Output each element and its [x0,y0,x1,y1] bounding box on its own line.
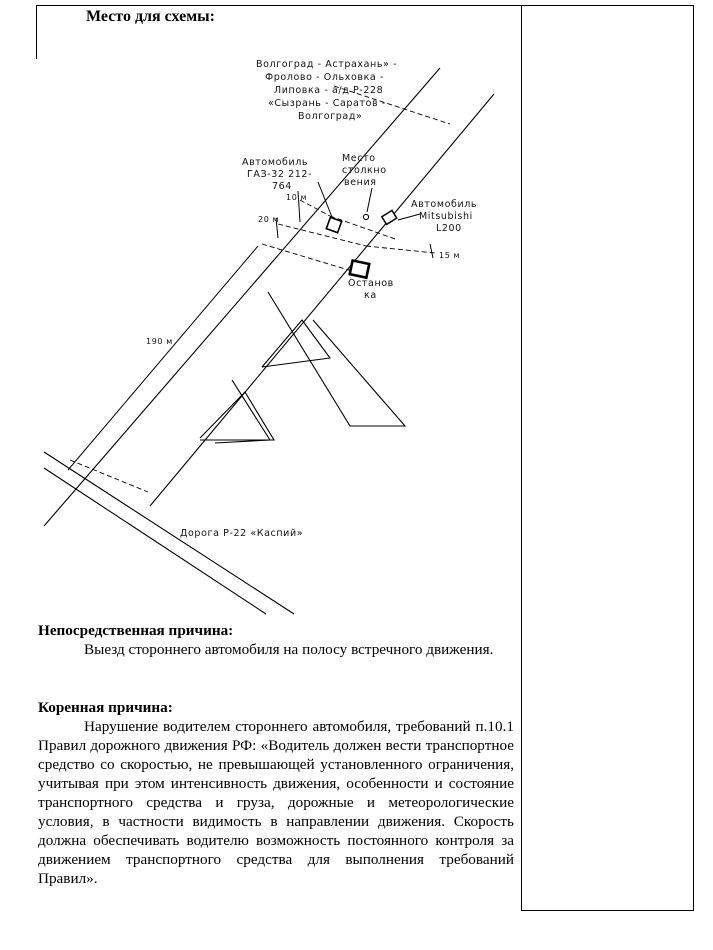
dist-10-label: 10 м [286,193,308,202]
table-border-bottom [521,910,694,911]
branch-road-lower [215,380,270,443]
direct-cause-text: Выезд стороннего автомобиля на полосу встречного движения. [84,641,494,658]
road-label: Дорога Р-22 «Каспий» [180,528,304,539]
pointer-gaz [318,182,334,222]
collision-label: Место столкно вения [342,153,387,188]
root-cause-text: Нарушение водителем стороннего автомобиля, требований п.10.1 Правил дорожного движения РФ: «Водитель должен вести транспортное средство со скоростью, не превышающей установленного ограничения, учитывая при этом интенсивность движения, особенности и состояние транспортного средства и груза, дорожные и метеорологические условия, в частности видимость в направлении движения. Скорость должна обеспечивать водителю возможность постоянного контроля за движением транспортного средства для выполнения требований Правил». [38,718,514,887]
main-road-edge-right [150,94,494,506]
dist-20-label: 20 м [258,215,280,224]
dist-line-20 [278,224,366,246]
dist-line-20b [366,246,435,253]
crossing-road-edge-bottom [44,468,266,614]
pointer-collision [367,188,372,212]
car-gaz-label: Автомобиль ГАЗ-32 212- 764 [242,157,313,192]
direct-cause-label: Непосредственная причина: [38,622,234,639]
bus-stop-marker [350,260,370,277]
scheme-heading: Место для схемы: [86,8,215,25]
pointer-mitsubishi [398,214,420,220]
bus-stop-label: Останов ка [348,278,394,301]
dim-arrow-15 [430,244,433,258]
route-label: Волгоград - Астрахань» - Фролово - Ольховка - Липовка - а/д Р-228 «Сызрань - Саратов - Волгоград» [256,59,398,122]
dist-line-10 [300,200,330,216]
root-cause-label: Коренная причина: [38,699,173,716]
main-road-edge-left [44,68,440,526]
collision-point-marker [363,214,368,219]
dist-15-label: 15 м [439,251,461,260]
branch-road-upper [268,292,405,426]
dim-arrow-190 [68,246,258,470]
car-mitsubishi-label: Автомобиль Mitsubishi L200 [411,199,478,234]
dist-190-label: 190 м [146,337,173,346]
